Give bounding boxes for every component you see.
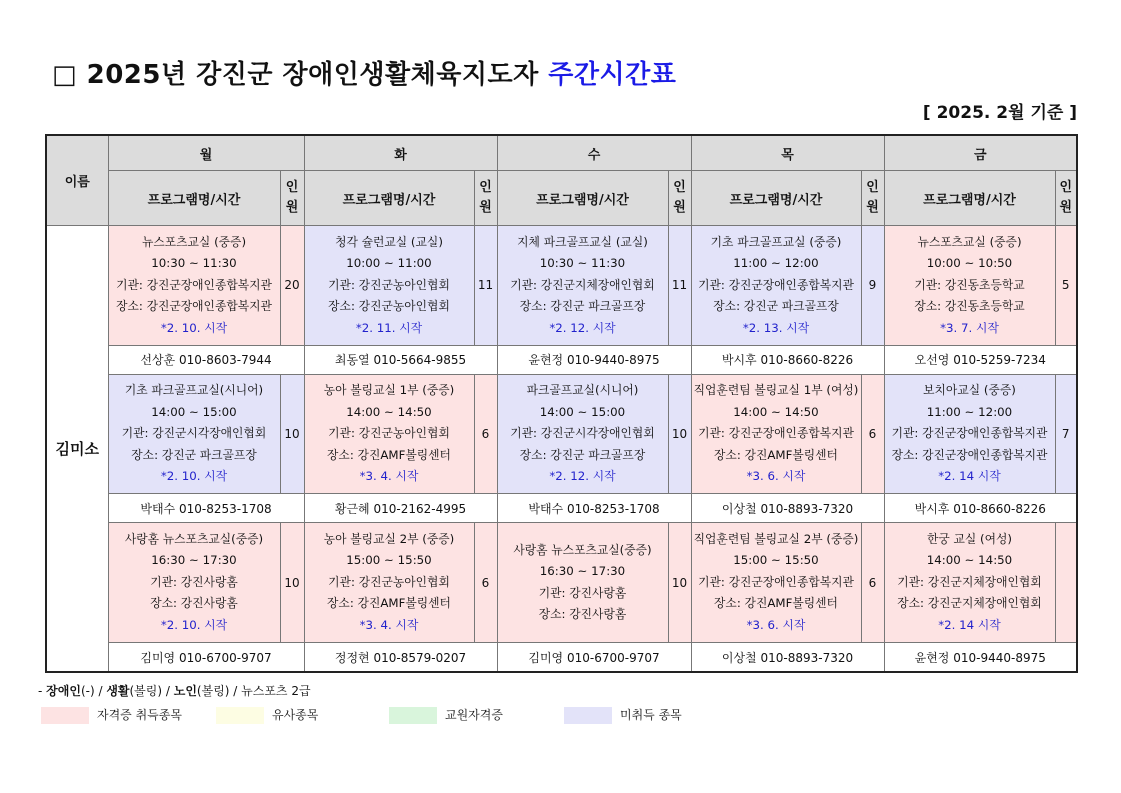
header-program: 프로그램명/시간	[691, 171, 861, 226]
note-detail: (볼링)	[196, 684, 230, 698]
program-line: 14:00 ~ 14:50	[926, 553, 1013, 568]
program-line: 기관: 강진군장애인종합복지관	[698, 277, 854, 292]
note-separator: /	[162, 684, 174, 698]
legend-label: 교원자격증	[445, 708, 503, 722]
participant-count: 6	[861, 374, 884, 494]
participant-count: 9	[861, 226, 884, 346]
contact-row	[46, 494, 1077, 523]
start-date: *3. 6. 시작	[746, 617, 806, 632]
start-date: *2. 10. 시작	[160, 469, 228, 484]
program-line: 장소: 강진군농아인협회	[328, 299, 450, 314]
contact-cell: 정정현 010-8579-0207	[304, 643, 497, 673]
program-line: 파크골프교실(시니어)	[526, 383, 639, 398]
program-line: 장소: 강진군 파크골프장	[519, 447, 646, 462]
legend-item	[216, 706, 318, 724]
contact-cell: 박시후 010-8660-8226	[691, 345, 884, 374]
start-date: *2. 10. 시작	[160, 320, 228, 335]
program-cell	[108, 226, 280, 346]
contact-row	[46, 345, 1077, 374]
legend-swatch	[389, 707, 437, 724]
program-line: 장소: 강진군장애인종합복지관	[116, 299, 272, 314]
program-line: 16:30 ~ 17:30	[539, 564, 626, 579]
program-cell	[884, 226, 1055, 346]
program-cell	[497, 226, 668, 346]
program-line: 14:00 ~ 15:00	[539, 404, 626, 419]
program-line: 기관: 강진군장애인종합복지관	[698, 426, 854, 441]
participant-count: 6	[474, 374, 497, 494]
program-line: 장소: 강진AMF볼링센터	[714, 596, 838, 611]
instructor-name: 김미소	[46, 226, 108, 673]
program-line: 농아 볼링교실 1부 (중증)	[323, 383, 455, 398]
header-count: 인원	[474, 171, 497, 226]
program-line: 14:00 ~ 15:00	[151, 404, 237, 419]
header-day-fri: 금	[884, 135, 1077, 171]
legend-label: 미취득 종목	[620, 708, 682, 722]
program-line: 기관: 강진군지체장애인협회	[510, 277, 655, 292]
program-cell	[884, 374, 1055, 494]
program-cell	[691, 374, 861, 494]
title-prefix: □ 2025년 강진군 장애인생활체육지도자	[52, 60, 539, 90]
program-cell	[691, 523, 861, 643]
program-cell	[304, 226, 474, 346]
start-date: *3. 6. 시작	[746, 469, 806, 484]
header-program: 프로그램명/시간	[497, 171, 668, 226]
program-line: 11:00 ~ 12:00	[733, 256, 819, 271]
header-program: 프로그램명/시간	[108, 171, 280, 226]
legend-item	[389, 706, 503, 724]
program-line: 기관: 강진군농아인협회	[328, 277, 450, 292]
start-date: *3. 4. 시작	[359, 617, 419, 632]
contact-cell: 이상철 010-8893-7320	[691, 643, 884, 673]
note-separator: /	[94, 684, 107, 698]
program-line: 직업훈련팀 볼링교실 2부 (중증)	[693, 531, 859, 546]
program-line: 사랑홈 뉴스포츠교실(중증)	[124, 531, 264, 546]
header-day-tue: 화	[304, 135, 497, 171]
contact-cell: 박태수 010-8253-1708	[108, 494, 304, 523]
participant-count: 6	[861, 523, 884, 643]
legend-label: 유사종목	[272, 708, 319, 722]
header-name: 이름	[46, 135, 108, 226]
contact-cell: 박태수 010-8253-1708	[497, 494, 691, 523]
program-line: 장소: 강진군장애인종합복지관	[891, 447, 1048, 462]
start-date: *2. 10. 시작	[160, 617, 228, 632]
program-line: 장소: 강진동초등학교	[914, 299, 1025, 314]
header-program: 프로그램명/시간	[304, 171, 474, 226]
start-date: *2. 14 시작	[938, 469, 1001, 484]
legend-swatch	[564, 707, 612, 724]
legend-item	[41, 706, 182, 724]
participant-count: 10	[280, 523, 304, 643]
note-category: 생활	[106, 684, 130, 698]
program-cell	[884, 523, 1055, 643]
program-cell	[108, 523, 280, 643]
note-detail: (볼링)	[129, 684, 163, 698]
header-count: 인원	[280, 171, 304, 226]
contact-cell: 최동열 010-5664-9855	[304, 345, 497, 374]
program-line: 기관: 강진군장애인종합복지관	[891, 426, 1048, 441]
program-line: 기관: 강진군지체장애인협회	[897, 574, 1042, 589]
program-line: 10:30 ~ 11:30	[539, 256, 626, 271]
header-day-thu: 목	[691, 135, 884, 171]
program-line: 직업훈련팀 볼링교실 1부 (여성)	[693, 383, 859, 398]
participant-count: 5	[1055, 226, 1077, 346]
program-line: 기관: 강진군농아인협회	[328, 426, 450, 441]
header-count: 인원	[1055, 171, 1077, 226]
participant-count: 7	[1055, 374, 1077, 494]
legend-swatch	[216, 707, 264, 724]
program-line: 기관: 강진군시각장애인협회	[121, 426, 267, 441]
program-line: 뉴스포츠교실 (중증)	[917, 234, 1022, 249]
program-line: 14:00 ~ 14:50	[733, 404, 819, 419]
program-line: 10:30 ~ 11:30	[151, 256, 237, 271]
program-line: 기관: 강진동초등학교	[914, 277, 1025, 292]
program-line: 기초 파크골프교실 (중증)	[710, 234, 842, 249]
program-line: 뉴스포츠교실 (중증)	[141, 234, 247, 249]
participant-count: 11	[668, 226, 691, 346]
note-category: 노인	[173, 684, 197, 698]
program-line: 장소: 강진군 파크골프장	[131, 447, 257, 462]
note-suffix: / 뉴스포츠 2급	[229, 684, 311, 698]
participant-count: 11	[474, 226, 497, 346]
program-line: 사랑홈 뉴스포츠교실(중증)	[513, 542, 652, 557]
program-cell	[497, 523, 668, 643]
program-line: 청각 슐런교실 (교실)	[335, 234, 443, 249]
header-day-mon: 월	[108, 135, 304, 171]
program-line: 11:00 ~ 12:00	[926, 404, 1013, 419]
program-cell	[304, 374, 474, 494]
schedule-row	[46, 374, 1077, 494]
note-prefix: -	[38, 684, 47, 698]
program-line: 14:00 ~ 14:50	[346, 404, 432, 419]
contact-cell: 이상철 010-8893-7320	[691, 494, 884, 523]
program-line: 기관: 강진사랑홈	[538, 585, 627, 600]
contact-cell: 김미영 010-6700-9707	[108, 643, 304, 673]
contact-cell: 박시후 010-8660-8226	[884, 494, 1077, 523]
program-cell	[691, 226, 861, 346]
program-line: 장소: 강진AMF볼링센터	[327, 596, 451, 611]
program-line: 기관: 강진사랑홈	[150, 574, 238, 589]
header-count: 인원	[861, 171, 884, 226]
program-line: 15:00 ~ 15:50	[346, 553, 432, 568]
participant-count: 10	[668, 523, 691, 643]
note-detail: (-)	[80, 684, 95, 698]
title-highlight: 주간시간표	[548, 60, 677, 90]
participant-count: 20	[280, 226, 304, 346]
program-line: 16:30 ~ 17:30	[151, 553, 237, 568]
header-program: 프로그램명/시간	[884, 171, 1055, 226]
start-date: *2. 12. 시작	[549, 320, 616, 335]
program-line: 장소: 강진사랑홈	[538, 607, 627, 622]
header-day-wed: 수	[497, 135, 691, 171]
program-cell	[304, 523, 474, 643]
participant-count	[1055, 523, 1077, 643]
participant-count: 10	[280, 374, 304, 494]
header-count: 인원	[668, 171, 691, 226]
page-title	[52, 54, 676, 91]
legend-swatch	[41, 707, 89, 724]
program-line: 10:00 ~ 10:50	[926, 256, 1013, 271]
program-line: 한궁 교실 (여성)	[926, 531, 1013, 546]
program-line: 기관: 강진군시각장애인협회	[510, 426, 655, 441]
legend-item	[564, 706, 682, 724]
program-line: 장소: 강진AMF볼링센터	[714, 447, 838, 462]
start-date: *2. 12. 시작	[549, 469, 616, 484]
program-line: 장소: 강진AMF볼링센터	[327, 447, 451, 462]
start-date: *2. 13. 시작	[742, 320, 810, 335]
program-line: 보치아교실 (중증)	[923, 383, 1016, 398]
participant-count: 6	[474, 523, 497, 643]
start-date: *2. 14 시작	[938, 617, 1001, 632]
contact-cell: 윤현정 010-9440-8975	[497, 345, 691, 374]
schedule-row	[46, 226, 1077, 346]
program-line: 기관: 강진군농아인협회	[328, 574, 450, 589]
start-date: *2. 11. 시작	[355, 320, 423, 335]
program-line: 15:00 ~ 15:50	[733, 553, 819, 568]
contact-cell: 윤현정 010-9440-8975	[884, 643, 1077, 673]
start-date: *3. 7. 시작	[940, 320, 999, 335]
schedule-row	[46, 523, 1077, 643]
program-line: 10:00 ~ 11:00	[346, 256, 432, 271]
program-cell	[497, 374, 668, 494]
contact-cell: 선상훈 010-8603-7944	[108, 345, 304, 374]
program-cell	[108, 374, 280, 494]
program-line: 장소: 강진군 파크골프장	[713, 299, 839, 314]
category-note	[38, 682, 311, 699]
start-date: *3. 4. 시작	[359, 469, 419, 484]
program-line: 장소: 강진사랑홈	[150, 596, 238, 611]
schedule-table	[45, 134, 1078, 673]
note-category: 장애인	[46, 684, 81, 698]
contact-cell: 김미영 010-6700-9707	[497, 643, 691, 673]
program-line: 장소: 강진군지체장애인협회	[897, 596, 1042, 611]
legend-label: 자격증 취득종목	[97, 708, 182, 722]
contact-row	[46, 643, 1077, 673]
basis-date: [ 2025. 2월 기준 ]	[922, 103, 1077, 123]
program-line: 기관: 강진군장애인종합복지관	[698, 574, 854, 589]
program-line: 지체 파크골프교실 (교실)	[517, 234, 648, 249]
program-line: 농아 볼링교실 2부 (중증)	[323, 531, 455, 546]
program-line: 기관: 강진군장애인종합복지관	[116, 277, 272, 292]
contact-cell: 황근혜 010-2162-4995	[304, 494, 497, 523]
program-line: 장소: 강진군 파크골프장	[519, 299, 646, 314]
participant-count: 10	[668, 374, 691, 494]
program-line: 기초 파크골프교실(시니어)	[124, 383, 264, 398]
contact-cell: 오선영 010-5259-7234	[884, 345, 1077, 374]
